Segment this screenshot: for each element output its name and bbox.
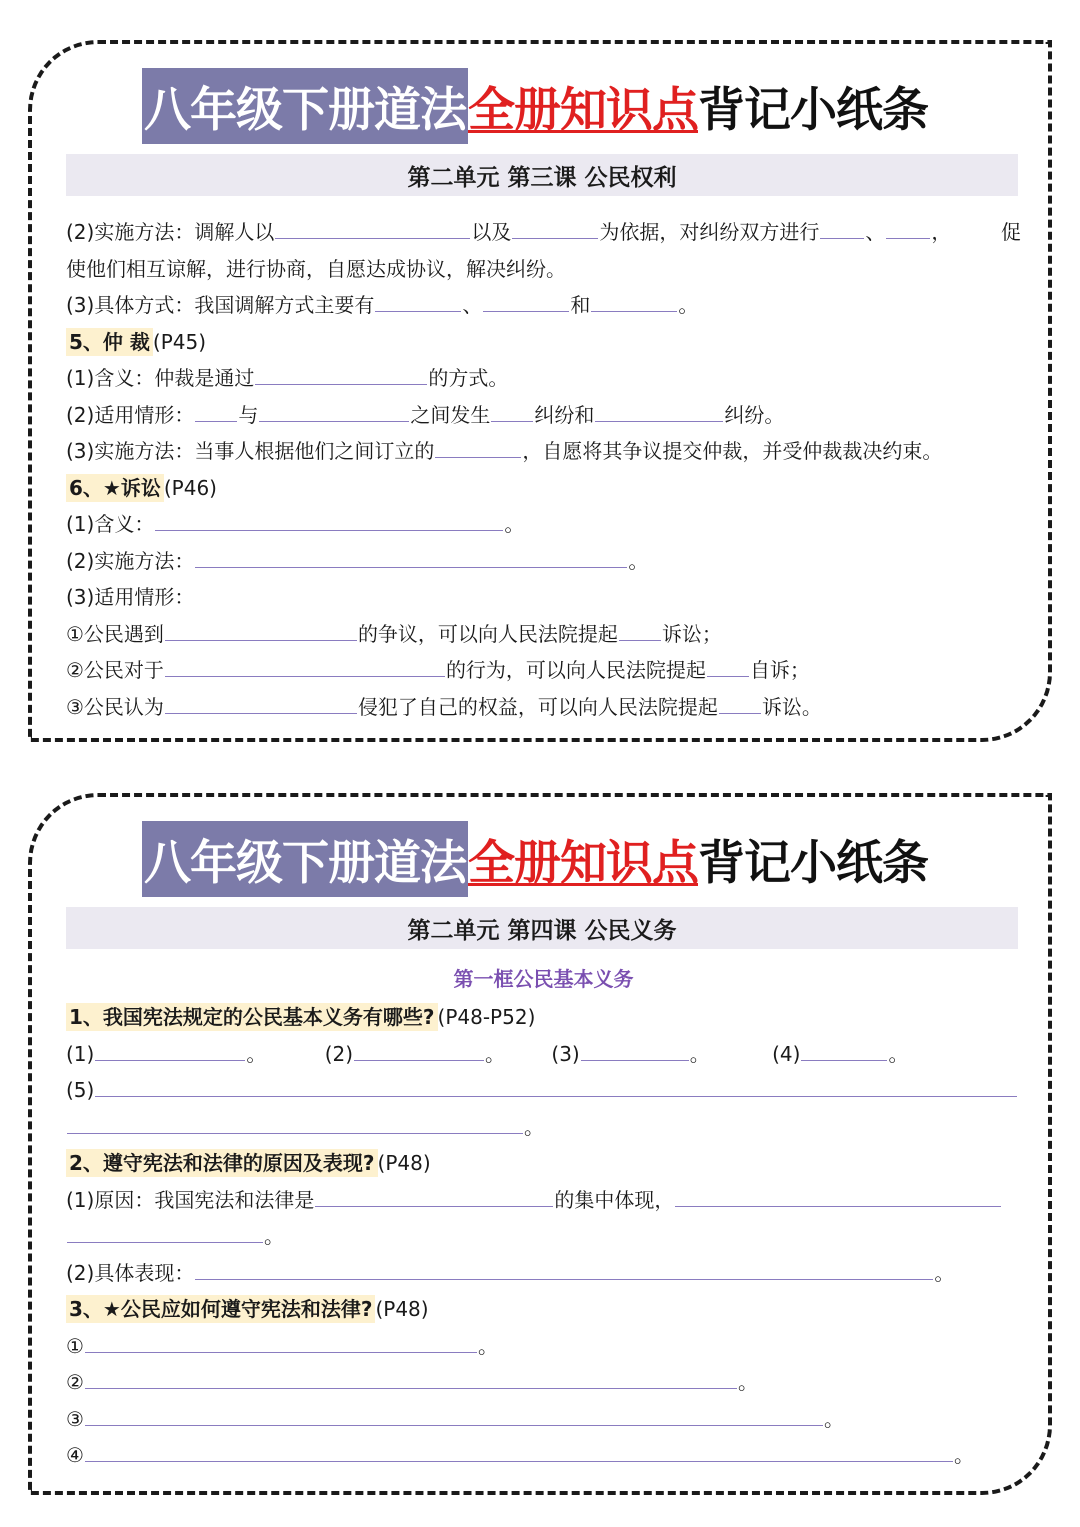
fill-blank[interactable] <box>595 402 723 422</box>
item-number: ③ <box>66 1406 84 1431</box>
text: 。 <box>477 1333 498 1358</box>
mediation-method-line <box>66 214 1021 251</box>
fill-blank[interactable] <box>581 1041 689 1061</box>
fill-blank[interactable] <box>354 1041 484 1061</box>
civil-litigation-line <box>66 616 1021 653</box>
item-number: (5) <box>66 1078 95 1102</box>
text: ，自愿将其争议提交仲裁，并受仲裁裁决约束。 <box>522 439 943 463</box>
text: ②公民对于 <box>66 658 164 682</box>
item-number: ④ <box>66 1443 84 1467</box>
text: 的集中体现， <box>554 1187 675 1212</box>
heading-text: 2、遵守宪法和法律的原因及表现? <box>66 1149 378 1177</box>
heading-text: 6、★诉讼 <box>66 474 164 502</box>
lesson-header: 第二单元 第四课 公民义务 <box>66 907 1018 949</box>
fill-blank[interactable] <box>315 1187 553 1207</box>
text: 之间发生 <box>410 402 491 427</box>
arbitration-method-line <box>66 433 1021 470</box>
text: 。 <box>485 1041 506 1066</box>
fill-blank[interactable] <box>67 1223 263 1243</box>
question-heading-1 <box>66 999 1021 1036</box>
text: 。 <box>953 1443 974 1467</box>
page-ref: (P48) <box>375 1297 429 1321</box>
text: (3)具体方式：我国调解方式主要有 <box>66 293 375 317</box>
fill-blank[interactable] <box>275 219 470 239</box>
fill-blank[interactable] <box>255 365 427 385</box>
text: (1)含义： <box>66 512 155 536</box>
text: 。 <box>689 1041 710 1066</box>
answer-line-4 <box>66 1437 1021 1474</box>
text: 与 <box>238 402 259 427</box>
criminal-litigation-line <box>66 652 1021 689</box>
page-ref: (P48-P52) <box>437 1005 536 1029</box>
text: 以及 <box>471 220 512 244</box>
fill-blank[interactable] <box>165 694 357 714</box>
performance-line <box>66 1255 1021 1292</box>
fill-blank[interactable] <box>195 1260 933 1280</box>
text: 。 <box>737 1370 758 1394</box>
text: 诉讼。 <box>761 694 822 719</box>
text: ③公民认为 <box>66 694 164 719</box>
title-part-highlight: 全册知识点 <box>468 835 698 891</box>
text: 、 <box>462 293 483 317</box>
text: 和 <box>570 293 591 317</box>
card1-content <box>66 214 1021 725</box>
fill-blank[interactable] <box>165 657 445 677</box>
item-number: ② <box>66 1370 84 1394</box>
arbitration-cases-line <box>66 397 1021 434</box>
text: 。 <box>504 512 525 536</box>
question-heading-2 <box>66 1145 1021 1182</box>
card-title <box>142 68 928 144</box>
text: (1)含义：仲裁是通过 <box>66 366 255 390</box>
text: ①公民遇到 <box>66 621 164 646</box>
text: 。 <box>823 1406 844 1431</box>
section-heading-litigation <box>66 470 1021 507</box>
fill-blank[interactable] <box>165 621 357 641</box>
fill-blank[interactable] <box>820 219 864 239</box>
text-line: 使他们相互谅解，进行协商，自愿达成协议，解决纠纷。 <box>66 256 566 281</box>
item-number: (1) <box>66 1041 95 1066</box>
fill-blank[interactable] <box>85 1333 477 1353</box>
heading-text: 1、我国宪法规定的公民基本义务有哪些? <box>66 1003 438 1031</box>
fill-blank[interactable] <box>719 694 761 714</box>
item-number: (2) <box>324 1041 354 1066</box>
text: (2)实施方法：调解人以 <box>66 220 275 244</box>
administrative-litigation-line <box>66 689 1021 726</box>
section-heading-arbitration <box>66 324 1021 361</box>
note-card-lesson3 <box>28 40 1052 742</box>
answer-line-2 <box>66 1364 1021 1401</box>
fill-blank[interactable] <box>801 1041 887 1061</box>
fill-blank[interactable] <box>195 402 237 422</box>
text: 。 <box>888 1041 909 1066</box>
text: 自诉； <box>749 658 810 682</box>
fill-blank[interactable] <box>195 548 627 568</box>
title-part-notes: 背记小纸条 <box>698 82 928 138</box>
text: 纠纷和 <box>534 402 595 427</box>
item-number: (3) <box>551 1041 580 1066</box>
text: (3)实施方法：当事人根据他们之间订立的 <box>66 439 435 463</box>
fill-blank[interactable] <box>675 1187 1001 1207</box>
text: 。 <box>246 1041 267 1066</box>
fill-blank[interactable] <box>619 621 661 641</box>
text: 诉讼； <box>661 621 722 646</box>
text: 。 <box>264 1224 284 1248</box>
text-line: (3)适用情形： <box>66 585 195 609</box>
reason-continuation <box>66 1218 1021 1255</box>
reason-line <box>66 1182 1021 1219</box>
fill-blank[interactable] <box>85 1369 737 1389</box>
text: 、 <box>865 220 886 244</box>
text: 为依据，对纠纷双方进行 <box>599 220 820 244</box>
fill-blank[interactable] <box>85 1406 823 1426</box>
question-heading-3 <box>66 1291 1021 1328</box>
arbitration-meaning-line <box>66 360 1021 397</box>
text: ， <box>931 220 952 244</box>
fill-blank[interactable] <box>95 1077 1017 1097</box>
text: 。 <box>524 1114 544 1139</box>
text: (1)原因：我国宪法和法律是 <box>66 1187 315 1212</box>
duties-blanks-line <box>66 1036 1021 1073</box>
fill-blank[interactable] <box>435 438 521 458</box>
item-number: ① <box>66 1333 84 1358</box>
text: 。 <box>628 548 649 573</box>
fill-blank[interactable] <box>591 292 677 312</box>
title-part-grade: 八年级下册道法 <box>142 821 468 897</box>
title-part-notes: 背记小纸条 <box>698 835 928 891</box>
note-card-lesson4 <box>28 793 1052 1495</box>
fill-blank[interactable] <box>67 1114 523 1134</box>
duty-5-line <box>66 1072 1021 1109</box>
fill-blank[interactable] <box>259 402 409 422</box>
fill-blank[interactable] <box>707 657 749 677</box>
litigation-method-line <box>66 543 1021 580</box>
page-ref: (P45) <box>152 329 207 354</box>
fill-blank[interactable] <box>483 292 569 312</box>
answer-line-3 <box>66 1401 1021 1438</box>
fill-blank[interactable] <box>85 1442 953 1462</box>
text: (2)适用情形： <box>66 402 195 427</box>
fill-blank[interactable] <box>512 219 598 239</box>
card-title <box>142 821 928 897</box>
page-ref: (P46) <box>163 475 217 500</box>
mediation-types-line <box>66 287 1021 324</box>
fill-blank[interactable] <box>491 402 533 422</box>
text: 侵犯了自己的权益，可以向人民法院提起 <box>357 694 718 719</box>
heading-text: 5、仲 裁 <box>66 328 153 356</box>
litigation-meaning-line <box>66 506 1021 543</box>
duty-5-continuation <box>66 1109 1021 1146</box>
text: 的争议，可以向人民法院提起 <box>357 621 618 646</box>
page-ref: (P48) <box>377 1151 431 1175</box>
text: (2)具体表现： <box>66 1260 195 1285</box>
card2-content <box>66 959 1021 1474</box>
text: 。 <box>678 293 699 317</box>
text: (2)实施方法： <box>66 548 195 573</box>
text: 的方式。 <box>428 366 509 390</box>
title-part-grade: 八年级下册道法 <box>142 68 468 144</box>
fill-blank[interactable] <box>375 292 461 312</box>
text: 促 <box>1001 220 1021 244</box>
lesson-header: 第二单元 第三课 公民权利 <box>66 154 1018 196</box>
fill-blank[interactable] <box>95 1041 245 1061</box>
text: 。 <box>934 1260 955 1285</box>
answer-line-1 <box>66 1328 1021 1365</box>
heading-text: 3、★公民应如何遵守宪法和法律? <box>66 1295 375 1323</box>
fill-blank[interactable] <box>155 511 503 531</box>
text: 纠纷。 <box>724 402 785 427</box>
subsection-title: 第一框公民基本义务 <box>453 967 634 991</box>
text: 的行为，可以向人民法院提起 <box>445 658 706 682</box>
title-part-highlight: 全册知识点 <box>468 82 698 138</box>
fill-blank[interactable] <box>886 219 930 239</box>
item-number: (4) <box>772 1041 801 1066</box>
